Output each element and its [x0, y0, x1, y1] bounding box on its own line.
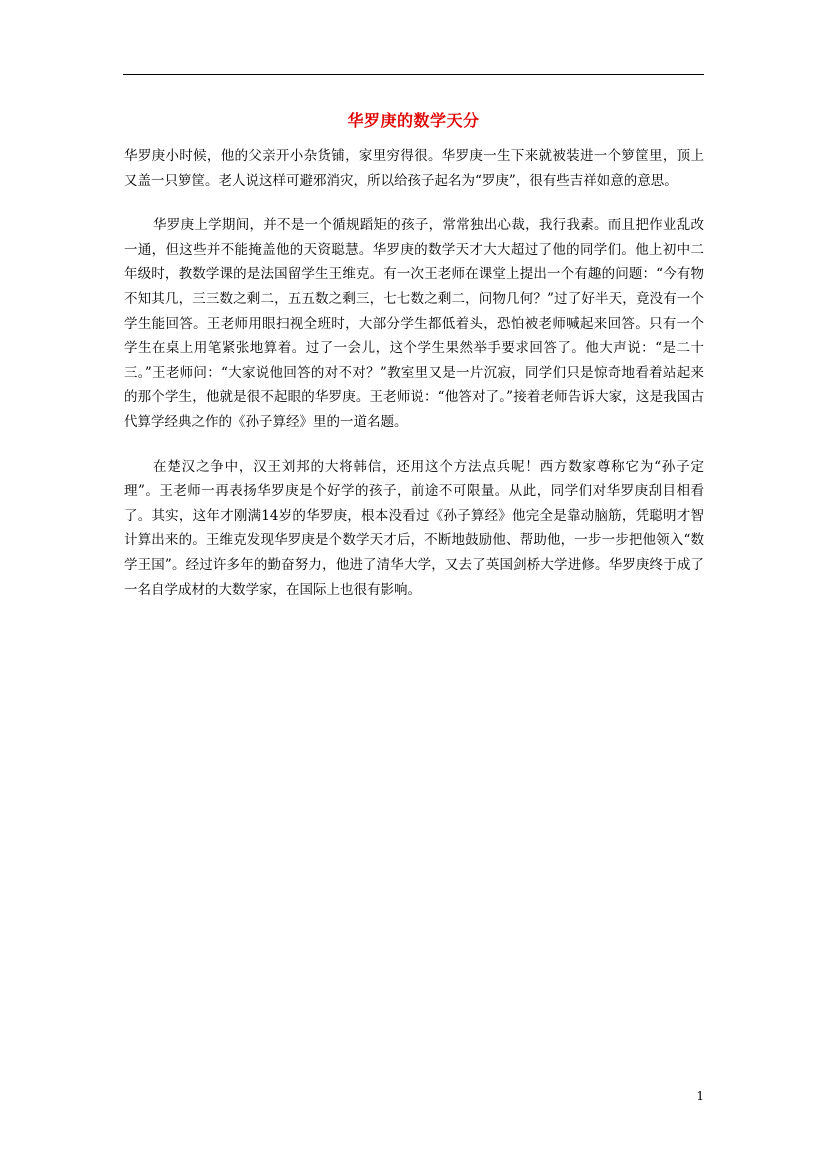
document-title: 华罗庚的数学天分 — [347, 111, 480, 130]
page-number: 1 — [696, 1089, 704, 1103]
paragraph-2: 华罗庚上学期间，并不是一个循规蹈矩的孩子，常常独出心裁，我行我素。而且把作业乱改一通，但这些并不能掩盖他的天资聪慧。华罗庚的数学天才大大超过了他的同学们。他上初中二年级时，教数学课的是法国留学生王维克。有一次王老师在课堂上提出一个有趣的问题：“今有物不知其几，三三数之剩二，五五数之剩三，七七数之剩二，问物几何？”过了好半天，竟没有一个学生能回答。王老师用眼扫视全班时，大部分学生都低着头，恐怕被老师喊起来回答。只有一个学生在桌上用笔紧张地算着。过了一会儿，这个学生果然举手要求回答了。他大声说：“是二十三。”王老师问：“大家说他回答的对不对？”教室里又是一片沉寂，同学们只是惊奇地看着站起来的那个学生，他就是很不起眼的华罗庚。王老师说：“他答对了。”接着老师告诉大家，这是我国古代算学经典之作的《孙子算经》里的一道名题。 — [124, 217, 704, 430]
paragraph-3: 在楚汉之争中，汉王刘邦的大将韩信，还用这个方法点兵呢！西方数家尊称它为“孙子定理”。王老师一再表扬华罗庚是个好学的孩子，前途不可限量。从此，同学们对华罗庚刮目相看了。其实，这年才刚满14岁的华罗庚，根本没看过《孙子算经》他完全是靠动脑筋，凭聪明才智计算出来的。王维克发现华罗庚是个数学天才后，不断地鼓励他、帮助他，一步一步把他领入“数学王国”。经过许多年的勤奋努力，他进了清华大学，又去了英国剑桥大学进修。华罗庚终于成了一名自学成材的大数学家，在国际上也很有影响。 — [124, 458, 704, 598]
header-rule — [123, 74, 704, 75]
document-body — [124, 144, 704, 602]
paragraph-1: 华罗庚小时候，他的父亲开小杂货铺，家里穷得很。华罗庚一生下来就被装进一个箩筐里，顶上又盖一只箩筐。老人说这样可避邪消灾，所以给孩子起名为“罗庚”，很有些吉祥如意的意思。 — [124, 148, 704, 189]
